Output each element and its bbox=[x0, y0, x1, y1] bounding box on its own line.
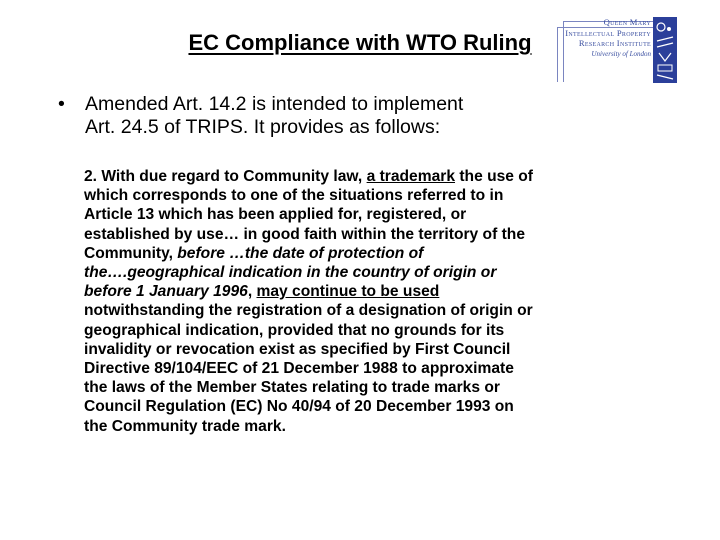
quote-segment: Community, bbox=[84, 244, 178, 262]
logo-line-4: University of London bbox=[591, 49, 651, 58]
quote-segment: 2. With due regard to Community law, bbox=[84, 168, 367, 185]
logo-text bbox=[553, 17, 651, 59]
quote-line: invalidity or revocation exist as specified by First Council bbox=[84, 340, 511, 358]
bullet-text bbox=[85, 93, 685, 139]
crest-pattern bbox=[653, 17, 677, 83]
quote-line: established by use… in good faith within the territory of the bbox=[84, 225, 525, 243]
bullet-line: Art. 24.5 of TRIPS. It provides as follows: bbox=[85, 116, 441, 138]
quoted-article-text bbox=[84, 167, 684, 436]
logo-line-3: Research Institute bbox=[578, 38, 651, 48]
quote-underlined-trademark: a trademark bbox=[366, 168, 456, 185]
logo-line-2: Intellectual Property bbox=[565, 27, 651, 38]
quote-line: Directive 89/104/EEC of 21 December 1988 to approximate bbox=[84, 360, 514, 378]
quote-underlined-continue: may continue to be used bbox=[256, 283, 440, 301]
slide-title: EC Compliance with WTO Ruling bbox=[188, 30, 532, 55]
quote-italic-segment: before 1 January 1996 bbox=[84, 283, 248, 301]
quote-segment: the use of bbox=[455, 168, 533, 185]
logo-line-1: Queen Mary bbox=[603, 17, 651, 27]
quote-line: the….geographical indication in the country of origin or bbox=[84, 264, 497, 282]
quote-line: the Community trade mark. bbox=[84, 417, 286, 435]
quote-line: which corresponds to one of the situations referred to in bbox=[84, 187, 504, 205]
bullet-line: Amended Art. 14.2 is intended to implement bbox=[85, 93, 464, 115]
quote-line: Council Regulation (EC) No 40/94 of 20 December 1993 on bbox=[84, 398, 514, 416]
quote-segment: , bbox=[247, 283, 257, 301]
quote-line: Article 13 which has been applied for, registered, or bbox=[84, 206, 467, 224]
quote-line: notwithstanding the registration of a designation of origin or bbox=[84, 302, 533, 320]
crest-icon bbox=[653, 17, 677, 83]
quote-italic-segment: before …the date of protection of bbox=[177, 244, 424, 262]
quote-line: geographical indication, provided that no grounds for its bbox=[84, 321, 505, 339]
quote-line bbox=[84, 244, 684, 263]
quote-line bbox=[84, 167, 684, 186]
quote-line bbox=[84, 282, 684, 301]
quote-line: the laws of the Member States relating to trade marks or bbox=[84, 379, 500, 397]
qmipri-logo bbox=[553, 17, 713, 83]
bullet-marker: • bbox=[58, 93, 65, 115]
